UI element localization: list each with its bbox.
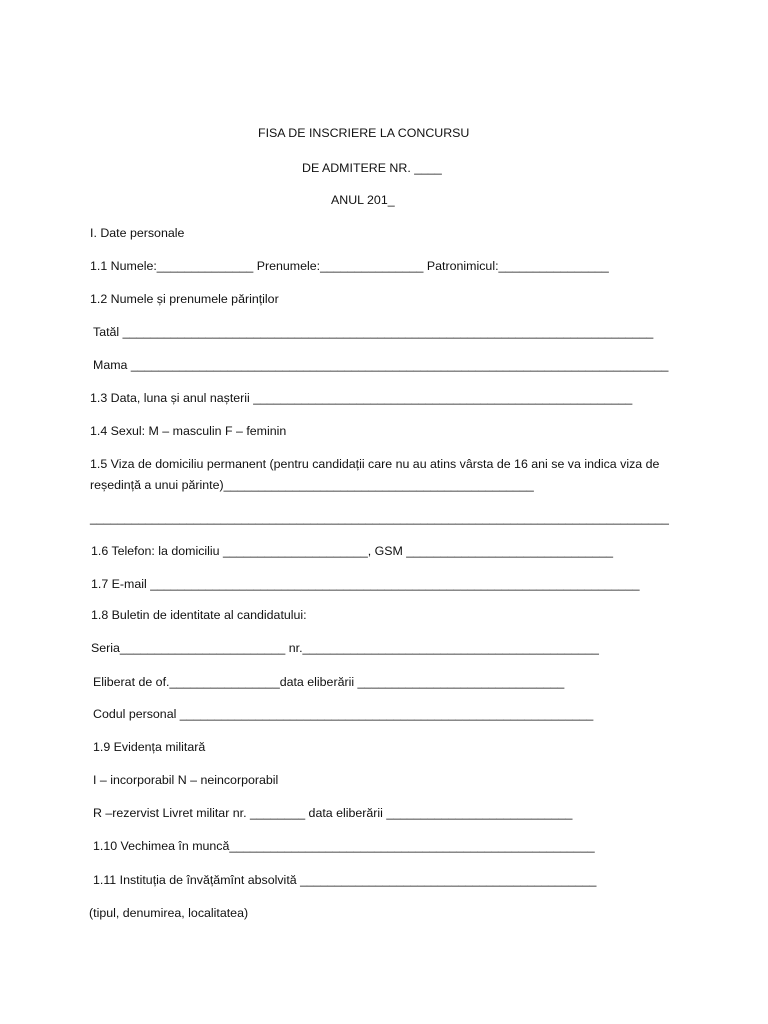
field-institution: 1.11 Instituția de învățămînt absolvită ___________________________________________: [93, 873, 597, 887]
field-personal-code: Codul personal ____________________________________________________________: [93, 707, 594, 721]
field-work-seniority: 1.10 Vechimea în muncă_____________________________________________________: [93, 839, 595, 853]
field-father: Tatăl _____________________________________________________________________________: [93, 325, 654, 339]
field-reservist: R –rezervist Livret militar nr. ________ data eliberării ___________________________: [93, 806, 573, 820]
field-parents-names-label: 1.2 Numele și prenumele părinților: [90, 292, 279, 306]
field-id-series-number: Seria________________________ nr.___________________________________________: [91, 641, 599, 655]
field-id-card-label: 1.8 Buletin de identitate al candidatului:: [91, 608, 307, 622]
field-institution-hint: (tipul, denumirea, localitatea): [89, 906, 249, 920]
field-email: 1.7 E-mail _______________________________________________________________________: [91, 577, 640, 591]
field-residence-line-1: 1.5 Viza de domiciliu permanent (pentru candidații care nu au atins vârsta de 16 ani se va indica viza de: [90, 457, 660, 471]
field-issued-by: Eliberat de of.________________data eliberării ______________________________: [93, 675, 565, 689]
field-military-status: I – incorporabil N – neincorporabil: [93, 773, 279, 787]
field-military-record-label: 1.9 Evidența militară: [93, 740, 206, 754]
field-name-surname-patronymic: 1.1 Numele:______________ Prenumele:_______________ Patronimicul:________________: [90, 259, 609, 273]
field-birth-date: 1.3 Data, luna și anul nașterii _______________________________________________________: [90, 391, 633, 405]
field-mother: Mama ______________________________________________________________________________: [93, 358, 669, 372]
field-sex: 1.4 Sexul: M – masculin F – feminin: [90, 424, 287, 438]
form-title-line-1: FISA DE INSCRIERE LA CONCURSU: [258, 126, 470, 140]
form-title-line-3: ANUL 201_: [331, 193, 395, 207]
section-heading-personal-data: I. Date personale: [90, 226, 185, 240]
form-title-line-2: DE ADMITERE NR. ____: [302, 161, 442, 175]
field-phone: 1.6 Telefon: la domiciliu _____________________, GSM ______________________________: [91, 544, 614, 558]
field-residence-line-3: ____________________________________________________________________________________: [90, 511, 669, 525]
field-residence-line-2: reședință a unui părinte)_____________________________________________: [90, 478, 534, 492]
